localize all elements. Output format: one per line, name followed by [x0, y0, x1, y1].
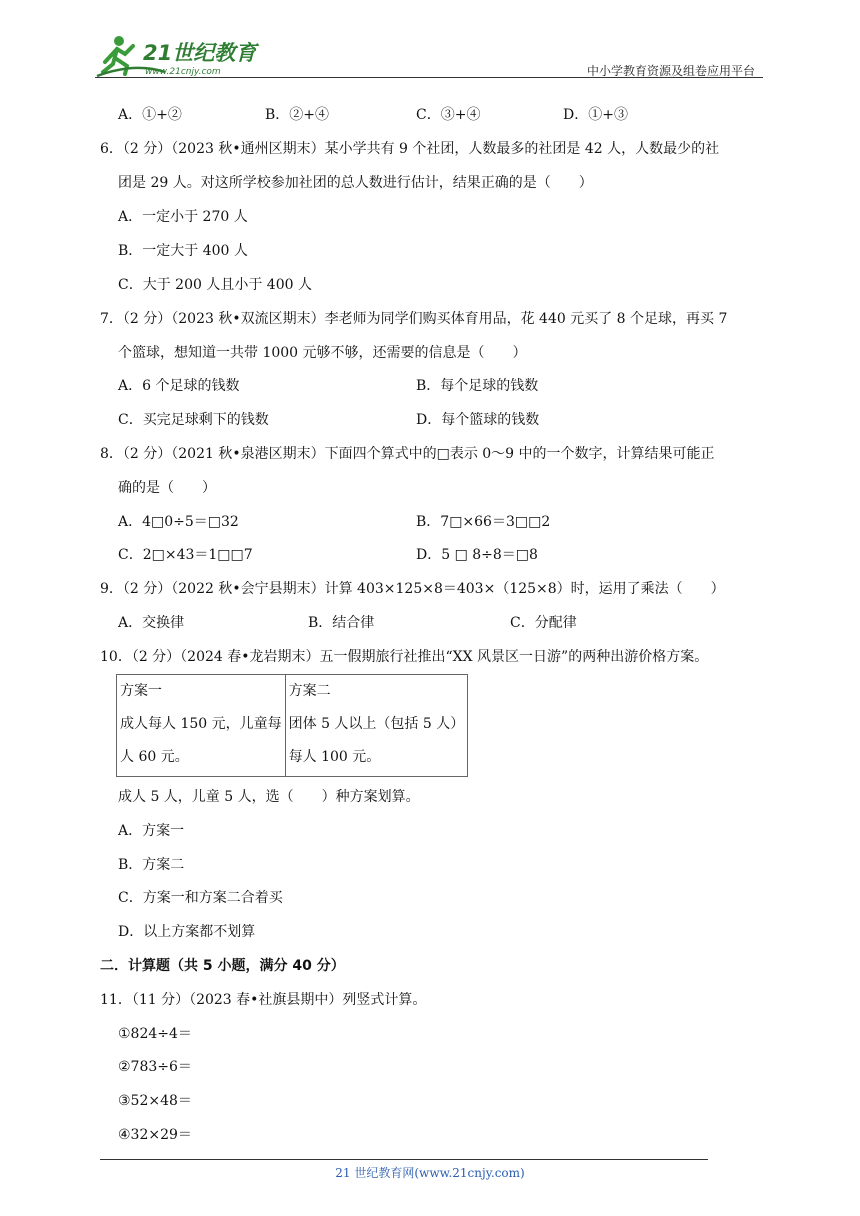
q7-stem-line2: 个篮球，想知道一共带 1000 元够不够，还需要的信息是（ ） [118, 345, 527, 361]
q9-option-a: A．交换律 [118, 615, 185, 631]
header-divider [95, 77, 763, 78]
q10-option-a: A．方案一 [118, 823, 185, 839]
q9-stem-line1: 9．（2 分）（2022 秋•会宁县期末）计算 403×125×8＝403×（125×8）时，运用了乘法（ ） [100, 581, 725, 597]
q6-option-a: A．一定小于 270 人 [118, 209, 248, 225]
plan-one-title: 方案一 [120, 683, 162, 699]
q7-option-d: D．每个篮球的钱数 [416, 412, 540, 428]
q10-option-c: C．方案一和方案二合着买 [118, 890, 283, 906]
plan-two-cell [285, 675, 468, 777]
q11-item-1: ①824÷4＝ [118, 1026, 192, 1042]
q6-stem-line2: 团是 29 人。对这所学校参加社团的总人数进行估计，结果正确的是（ ） [118, 175, 593, 191]
q10-option-d: D．以上方案都不划算 [118, 924, 256, 940]
q8-option-c: C．2□×43＝1□□7 [118, 547, 253, 563]
q8-stem-line1: 8．（2 分）（2021 秋•泉港区期末）下面四个算式中的□表示 0～9 中的一个数字，计算结果可能正 [100, 446, 715, 462]
q7-option-c: C．买完足球剩下的钱数 [118, 412, 269, 428]
q11-item-3: ③52×48＝ [118, 1093, 192, 1109]
q9-option-c: C．分配律 [510, 615, 577, 631]
q7-option-b: B．每个足球的钱数 [416, 378, 539, 394]
q6-stem-line1: 6．（2 分）（2023 秋•通州区期末）某小学共有 9 个社团，人数最多的社团是 42 人，人数最少的社 [100, 141, 720, 157]
q9-option-b: B．结合律 [308, 615, 375, 631]
svg-text:www.21cnjy.com: www.21cnjy.com [145, 67, 221, 77]
header-platform-text: 中小学教育资源及组卷应用平台 [586, 64, 755, 78]
plan-one-line2: 人 60 元。 [120, 749, 189, 765]
q6-option-c: C．大于 200 人且小于 400 人 [118, 277, 312, 293]
q10-option-b: B．方案二 [118, 857, 185, 873]
plan-one-line1: 成人每人 150 元，儿童每 [120, 716, 282, 732]
q6-option-b: B．一定大于 400 人 [118, 243, 248, 259]
q11-stem-line1: 11．（11 分）（2023 春•社旗县期中）列竖式计算。 [100, 992, 427, 1008]
q8-option-a: A．4□0÷5＝□32 [118, 514, 239, 530]
q8-option-d: D．5 □ 8÷8＝□8 [416, 547, 538, 563]
q10-stem-line2: 成人 5 人，儿童 5 人，选（ ）种方案划算。 [118, 789, 420, 805]
q5-option-b: B．②+④ [265, 107, 330, 123]
q5-option-d: D．①+③ [563, 107, 628, 123]
svg-text:21世纪教育: 21世纪教育 [143, 41, 257, 65]
q11-item-4: ④32×29＝ [118, 1127, 192, 1143]
plan-two-title: 方案二 [288, 683, 331, 699]
q11-item-2: ②783÷6＝ [118, 1059, 192, 1075]
q10-stem-line1: 10．（2 分）（2024 春•龙岩期末）五一假期旅行社推出“XX 风景区一日游”的两种出游价格方案。 [100, 649, 709, 665]
page-header [95, 32, 763, 80]
q5-option-a: A．①+② [118, 107, 182, 123]
site-logo [95, 32, 265, 78]
footer-divider [100, 1159, 708, 1160]
page-footer: 21 世纪教育网(www.21cnjy.com) [335, 1166, 525, 1180]
q7-option-a: A．6 个足球的钱数 [118, 378, 240, 394]
q8-stem-line2: 确的是（ ） [118, 480, 216, 496]
plan-two-line2: 每人 100 元。 [288, 749, 381, 765]
plan-two-line1: 团体 5 人以上（包括 5 人） [288, 716, 465, 732]
q8-option-b: B．7□×66＝3□□2 [416, 514, 551, 530]
section-heading: 二．计算题（共 5 小题，满分 40 分） [100, 958, 345, 974]
q7-stem-line1: 7．（2 分）（2023 秋•双流区期末）李老师为同学们购买体育用品，花 440 元买了 8 个足球，再买 7 [100, 311, 728, 327]
q5-option-c: C．③+④ [416, 107, 481, 123]
plan-one-cell [117, 675, 286, 777]
price-plan-table [116, 674, 468, 777]
